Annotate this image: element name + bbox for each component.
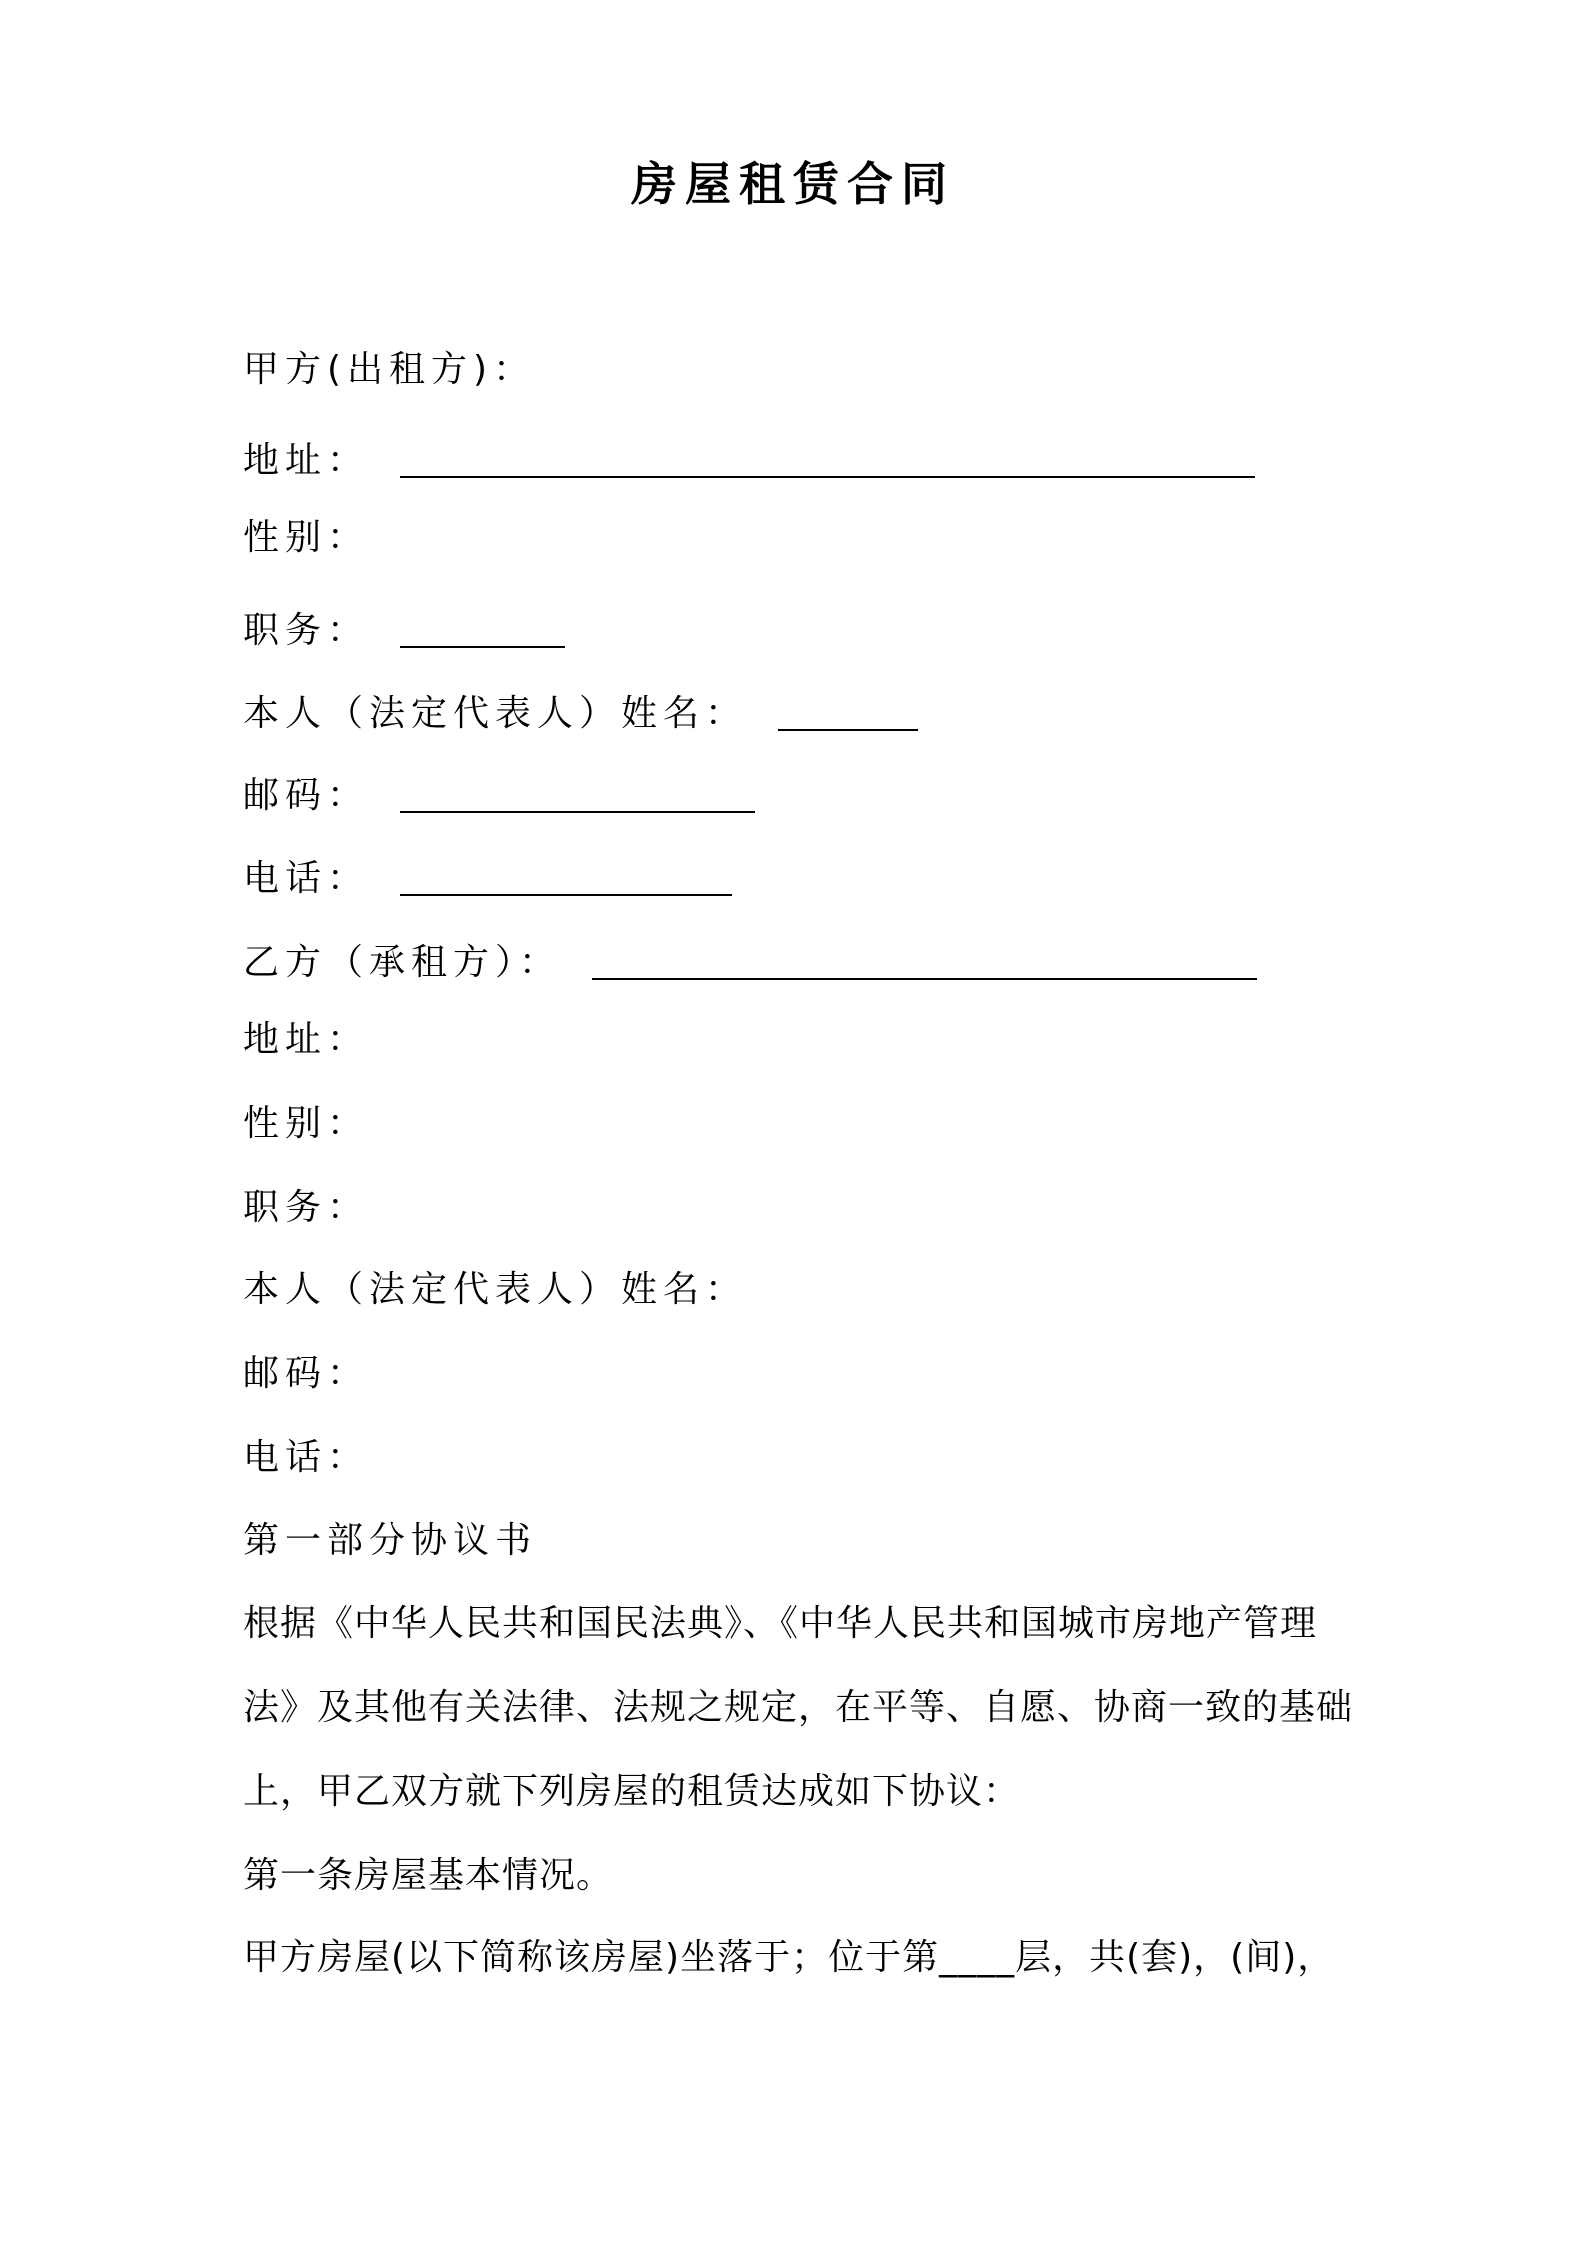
party-a-name-row	[243, 693, 918, 732]
preamble-line-1: 根据《中华人民共和国民法典》、《中华人民共和国城市房地产管理	[243, 1603, 1318, 1644]
party-a-position-blank	[400, 616, 565, 648]
party-a-heading-label: 甲方(出租方)：	[243, 349, 536, 390]
party-a-postcode-label: 邮码：	[243, 775, 370, 816]
party-a-postcode-blank	[400, 781, 755, 813]
party-b-phone-row	[243, 1437, 370, 1478]
party-b-name-row	[243, 1269, 748, 1310]
article-one-heading: 第一条房屋基本情况。	[243, 1855, 614, 1896]
preamble-line-3: 上，甲乙双方就下列房屋的租赁达成如下协议：	[243, 1771, 1021, 1812]
party-a-gender-row	[243, 517, 370, 558]
party-b-position-label: 职务：	[243, 1187, 370, 1228]
party-a-position-label: 职务：	[243, 610, 370, 651]
party-b-name-label: 本人（法定代表人）姓名：	[243, 1269, 748, 1310]
party-a-heading	[243, 349, 536, 390]
party-b-address-row	[243, 1019, 370, 1060]
preamble-line-2: 法》及其他有关法律、法规之规定，在平等、自愿、协商一致的基础	[243, 1687, 1354, 1728]
party-a-phone-label: 电话：	[243, 858, 370, 899]
party-a-address-label: 地址：	[243, 440, 370, 481]
party-b-address-label: 地址：	[243, 1019, 370, 1060]
party-a-phone-blank	[400, 864, 732, 896]
party-a-postcode-row	[243, 775, 755, 814]
party-b-postcode-row	[243, 1353, 370, 1394]
party-a-phone-row	[243, 858, 732, 897]
party-a-address-row	[243, 440, 1255, 479]
party-b-postcode-label: 邮码：	[243, 1353, 370, 1394]
party-a-gender-label: 性别：	[243, 517, 370, 558]
party-a-name-blank	[778, 699, 918, 731]
party-b-heading-blank	[592, 948, 1257, 980]
document-title: 房屋租赁合同	[631, 157, 955, 211]
party-a-position-row	[243, 610, 565, 649]
party-b-heading-row	[243, 942, 1257, 981]
party-a-address-blank	[400, 446, 1255, 478]
party-b-phone-label: 电话：	[243, 1437, 370, 1478]
party-b-position-row	[243, 1187, 370, 1228]
party-b-gender-row	[243, 1103, 370, 1144]
party-b-gender-label: 性别：	[243, 1103, 370, 1144]
article-one-text: 甲方房屋(以下简称该房屋)坐落于；位于第____层，共(套)，(间)，	[243, 1937, 1335, 1978]
party-b-heading-label: 乙方（承租方）：	[243, 942, 562, 983]
party-a-name-label: 本人（法定代表人）姓名：	[243, 693, 748, 734]
part-one-heading: 第一部分协议书	[243, 1520, 538, 1561]
